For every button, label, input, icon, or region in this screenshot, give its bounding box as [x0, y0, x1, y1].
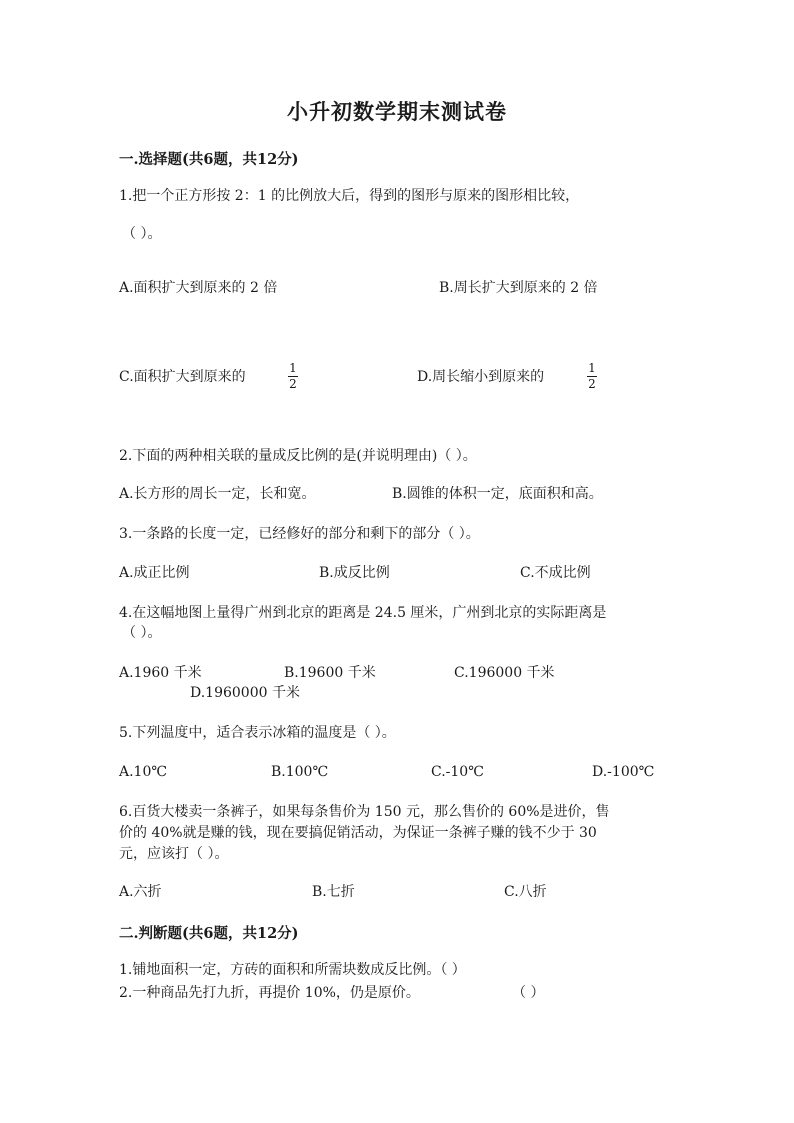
- question-1-blank: （ ）。: [122, 226, 162, 242]
- fraction-denominator: 2: [289, 377, 297, 391]
- question-1-text: 1.把一个正方形按 2：1 的比例放大后，得到的图形与原来的图形相比较，: [119, 188, 580, 204]
- question-1-option-c: C.面积扩大到原来的: [119, 369, 246, 385]
- question-4-option-c: C.196000 千米: [454, 665, 555, 681]
- question-4-option-a: A.1960 千米: [119, 665, 202, 681]
- question-1-option-c-fraction: [287, 362, 299, 391]
- question-4-text: 4.在这幅地图上量得广州到北京的距离是 24.5 厘米，广州到北京的实际距离是: [119, 605, 607, 621]
- question-3-option-b: B.成反比例: [319, 565, 390, 581]
- judgement-2-blank: （ ）: [512, 985, 545, 1001]
- question-6-option-c: C.八折: [504, 884, 547, 900]
- question-6-option-b: B.七折: [312, 884, 355, 900]
- fraction-numerator: 1: [289, 361, 297, 375]
- question-5-option-b: B.100℃: [271, 764, 329, 780]
- question-1-option-a: A.面积扩大到原来的 2 倍: [119, 280, 278, 296]
- question-2-option-b: B.圆锥的体积一定，底面积和高。: [392, 486, 603, 502]
- section-heading-choice: 一.选择题(共6题，共12分): [119, 151, 299, 168]
- question-5-text: 5.下列温度中，适合表示冰箱的温度是（ ）。: [119, 725, 396, 741]
- judgement-2-text: 2.一种商品先打九折，再提价 10%，仍是原价。: [119, 985, 420, 1001]
- question-6-option-a: A.六折: [119, 884, 162, 900]
- question-3-option-a: A.成正比例: [119, 565, 190, 581]
- judgement-1-text: 1.铺地面积一定，方砖的面积和所需块数成反比例。（ ）: [119, 962, 466, 978]
- question-5-option-d: D.-100℃: [592, 764, 655, 780]
- question-3-option-c: C.不成比例: [520, 565, 591, 581]
- question-4-blank: （ ）。: [122, 625, 162, 641]
- question-2-text: 2.下面的两种相关联的量成反比例的是(并说明理由)（ ）。: [119, 448, 477, 464]
- question-5-option-a: A.10℃: [119, 764, 168, 780]
- question-5-option-c: C.-10℃: [431, 764, 484, 780]
- section-heading-judgement: 二.判断题(共6题，共12分): [119, 925, 299, 942]
- question-6-text-line-1: 6.百货大楼卖一条裤子，如果每条售价为 150 元，那么售价的 60%是进价，售: [119, 804, 610, 820]
- question-1-option-b: B.周长扩大到原来的 2 倍: [439, 280, 598, 296]
- fraction-numerator: 1: [588, 361, 596, 375]
- question-6-text-line-3: 元，应该打（ ）。: [119, 846, 229, 862]
- question-1-option-d: D.周长缩小到原来的: [417, 369, 545, 385]
- question-1-option-d-fraction: [586, 362, 598, 391]
- question-2-option-a: A.长方形的周长一定，长和宽。: [119, 486, 316, 502]
- question-4-option-b: B.19600 千米: [284, 665, 376, 681]
- question-3-text: 3.一条路的长度一定，已经修好的部分和剩下的部分（ ）。: [119, 526, 480, 542]
- question-4-option-d: D.1960000 千米: [190, 685, 300, 701]
- question-6-text-line-2: 价的 40%就是赚的钱，现在要搞促销活动，为保证一条裤子赚的钱不少于 30: [119, 825, 597, 841]
- page-title: 小升初数学期末测试卷: [287, 99, 507, 124]
- fraction-denominator: 2: [588, 377, 596, 391]
